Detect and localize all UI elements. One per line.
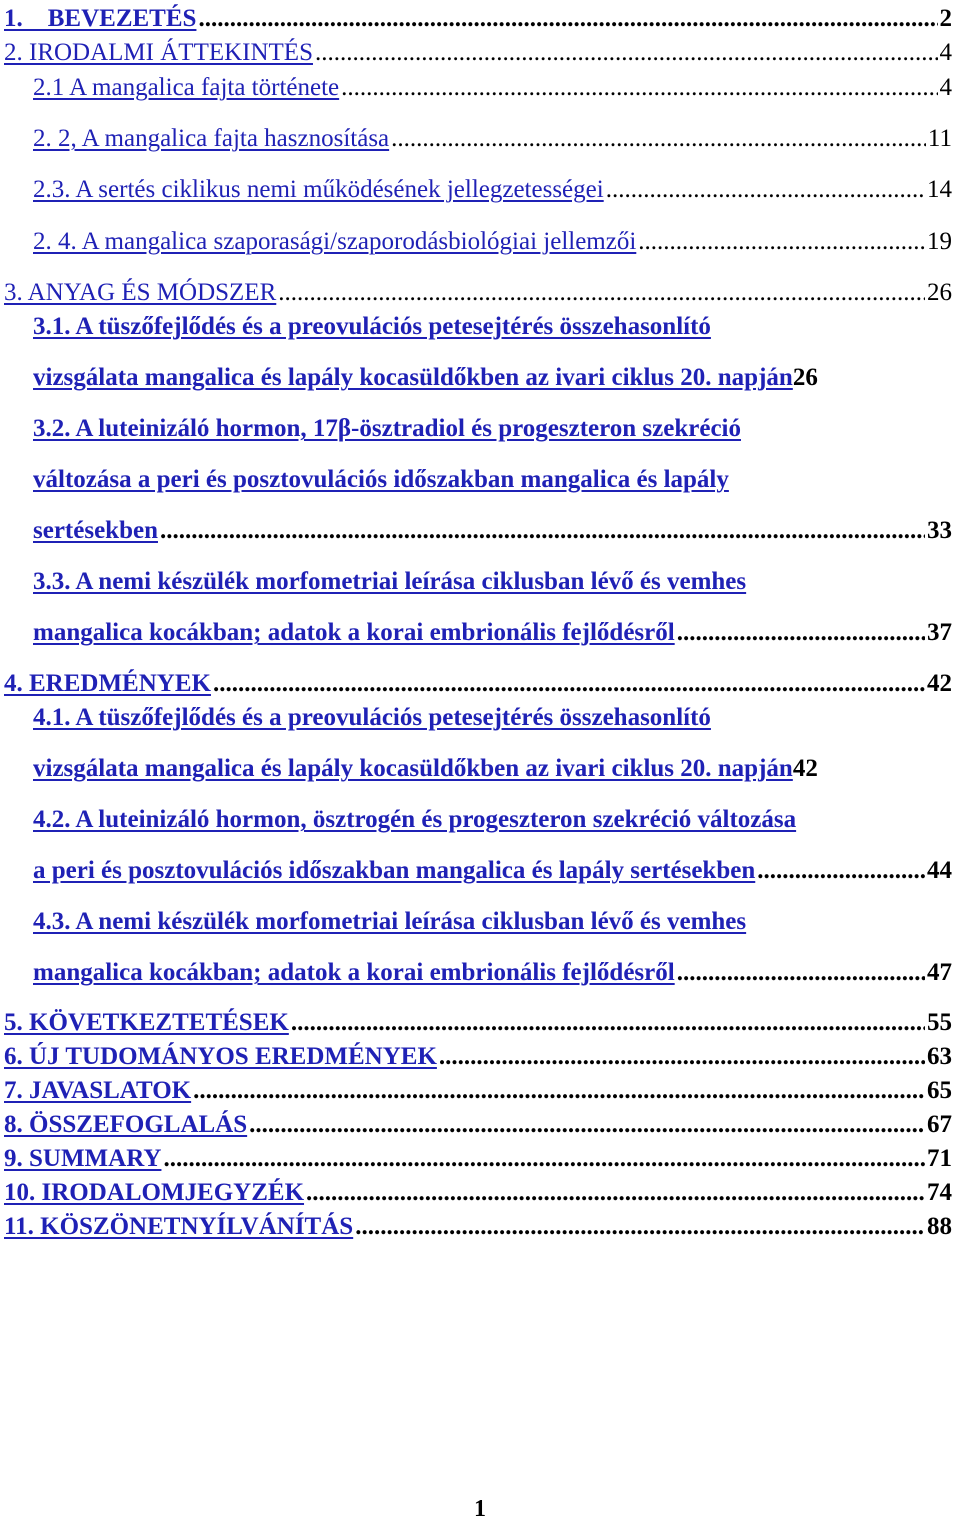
toc-entry-4-3-cont[interactable]	[33, 958, 952, 988]
toc-entry-irodalomjegyzek[interactable]	[4, 1178, 952, 1208]
toc-entry-2-3[interactable]	[33, 175, 952, 205]
toc-page-number: 67	[927, 1111, 952, 1138]
toc-entry-3-3-cont[interactable]	[33, 618, 952, 648]
toc-link[interactable]: 2. IRODALMI ÁTTEKINTÉS	[4, 39, 313, 66]
toc-link[interactable]: 6. ÚJ TUDOMÁNYOS EREDMÉNYEK	[4, 1043, 437, 1070]
toc-entry-koszonetnyilvanitas[interactable]	[4, 1212, 952, 1242]
toc-entry-4-2-cont[interactable]	[33, 856, 952, 886]
toc-link[interactable]: vizsgálata mangalica és lapály kocasüldőkben az ivari ciklus 20. napján	[33, 755, 793, 782]
toc-link[interactable]: 10. IRODALOMJEGYZÉK	[4, 1179, 305, 1206]
toc-entry-eredmenyek[interactable]	[4, 669, 952, 699]
toc-page-number: 65	[927, 1077, 952, 1104]
toc-page-number: 11	[927, 125, 952, 152]
toc-link[interactable]: 4.1. A tüszőfejlődés és a preovulációs petesejtérés összehasonlító	[33, 704, 711, 731]
leader-dots	[193, 1076, 925, 1106]
leader-dots	[249, 1110, 925, 1140]
toc-entry-4-3[interactable]	[33, 907, 952, 937]
toc-link[interactable]: 3. ANYAG ÉS MÓDSZER	[4, 279, 277, 306]
toc-link[interactable]: 7. JAVASLATOK	[4, 1077, 192, 1104]
leader-dots	[757, 856, 925, 886]
toc-entry-3-2-cont2[interactable]	[33, 516, 952, 546]
toc-link[interactable]: mangalica kocákban; adatok a korai embrionális fejlődésről	[33, 959, 675, 986]
toc-link[interactable]: vizsgálata mangalica és lapály kocasüldőkben az ivari ciklus 20. napján	[33, 364, 793, 391]
leader-dots	[160, 516, 925, 546]
leader-dots	[341, 73, 937, 103]
leader-dots	[355, 1212, 925, 1242]
toc-page-number: 26	[927, 279, 952, 306]
toc-entry-kovetkeztetesek[interactable]	[4, 1008, 952, 1038]
toc-link[interactable]: 4.3. A nemi készülék morfometriai leírása ciklusban lévő és vemhes	[33, 908, 747, 935]
toc-link[interactable]: 1. BEVEZETÉS	[4, 5, 197, 32]
toc-link[interactable]: változása a peri és posztovulációs időszakban mangalica és lapály	[33, 466, 729, 493]
toc-page-number: 26	[792, 364, 818, 391]
toc-page-number: 2	[939, 5, 952, 32]
toc-page-number: 88	[927, 1213, 952, 1240]
toc-entry-3-1[interactable]	[33, 312, 952, 342]
leader-dots	[439, 1042, 925, 1072]
toc-page-number: 4	[939, 39, 952, 66]
toc-entry-anyag-es-modszer[interactable]	[4, 278, 952, 308]
toc-page-number: 47	[927, 959, 952, 986]
toc-page-number: 42	[792, 755, 818, 782]
toc-entry-4-1[interactable]	[33, 703, 952, 733]
page-number-footer: 1	[474, 1496, 486, 1522]
toc-entry-2-4[interactable]	[33, 227, 952, 257]
toc-link[interactable]: sertésekben	[33, 517, 158, 544]
toc-link[interactable]: 2.3. A sertés ciklikus nemi működésének jellegzetességei	[33, 176, 604, 203]
toc-link[interactable]: 11. KÖSZÖNETNYÍLVÁNÍTÁS	[4, 1213, 354, 1240]
toc-link[interactable]: 5. KÖVETKEZTETÉSEK	[4, 1009, 289, 1036]
leader-dots	[213, 669, 925, 699]
toc-link[interactable]: 4. EREDMÉNYEK	[4, 670, 211, 697]
leader-dots	[315, 38, 938, 68]
toc-link[interactable]: 8. ÖSSZEFOGLALÁS	[4, 1111, 248, 1138]
leader-dots	[677, 958, 925, 988]
leader-dots	[391, 124, 926, 154]
toc-link[interactable]: 2. 2, A mangalica fajta hasznosítása	[33, 125, 390, 152]
toc-link[interactable]: 3.1. A tüszőfejlődés és a preovulációs petesejtérés összehasonlító	[33, 313, 711, 340]
toc-page-number: 33	[927, 517, 952, 544]
toc-page-number: 44	[927, 857, 952, 884]
toc-link[interactable]: 3.2. A luteinizáló hormon, 17β-ösztradiol és progeszteron szekréció	[33, 415, 741, 442]
leader-dots	[198, 4, 937, 34]
leader-dots	[638, 227, 925, 257]
toc-entry-3-2-cont[interactable]	[33, 465, 952, 495]
toc-link[interactable]: mangalica kocákban; adatok a korai embrionális fejlődésről	[33, 619, 675, 646]
toc-page-number: 55	[927, 1009, 952, 1036]
leader-dots	[291, 1008, 925, 1038]
toc-link[interactable]: a peri és posztovulációs időszakban mangalica és lapály sertésekben	[33, 857, 756, 884]
toc-page-number: 71	[927, 1145, 952, 1172]
toc-entry-osszefoglalas[interactable]	[4, 1110, 952, 1140]
toc-entry-summary[interactable]	[4, 1144, 952, 1174]
toc-entry-2-2[interactable]	[33, 124, 952, 154]
leader-dots	[677, 618, 925, 648]
leader-dots	[163, 1144, 925, 1174]
toc-page-number: 14	[927, 176, 952, 203]
toc-entry-javaslatok[interactable]	[4, 1076, 952, 1106]
leader-dots	[306, 1178, 925, 1208]
toc-page-number: 42	[927, 670, 952, 697]
toc-entry-2-1[interactable]	[33, 73, 952, 103]
toc-page-number: 74	[927, 1179, 952, 1206]
toc-entry-4-2[interactable]	[33, 805, 952, 835]
toc-link[interactable]: 2. 4. A mangalica szaporasági/szaporodásbiológiai jellemzői	[33, 228, 637, 255]
toc-entry-3-1-cont[interactable]	[33, 363, 952, 393]
leader-dots	[278, 278, 925, 308]
toc-entry-4-1-cont[interactable]	[33, 754, 952, 784]
toc-link[interactable]: 2.1 A mangalica fajta története	[33, 74, 340, 101]
toc-link[interactable]: 4.2. A luteinizáló hormon, ösztrogén és progeszteron szekréció változása	[33, 806, 797, 833]
toc-entry-3-2[interactable]	[33, 414, 952, 444]
toc-entry-bevezetes[interactable]	[4, 4, 952, 34]
toc-link[interactable]: 9. SUMMARY	[4, 1145, 162, 1172]
toc-entry-uj-tudomanyos-eredmenyek[interactable]	[4, 1042, 952, 1072]
toc-page-number: 37	[927, 619, 952, 646]
toc-page-number: 4	[939, 74, 952, 101]
toc-page-number: 19	[927, 228, 952, 255]
toc-link[interactable]: 3.3. A nemi készülék morfometriai leírása ciklusban lévő és vemhes	[33, 568, 747, 595]
toc-page-number: 63	[927, 1043, 952, 1070]
toc-entry-3-3[interactable]	[33, 567, 952, 597]
leader-dots	[606, 175, 925, 205]
toc-entry-irodalmi-attekintes[interactable]	[4, 38, 952, 68]
